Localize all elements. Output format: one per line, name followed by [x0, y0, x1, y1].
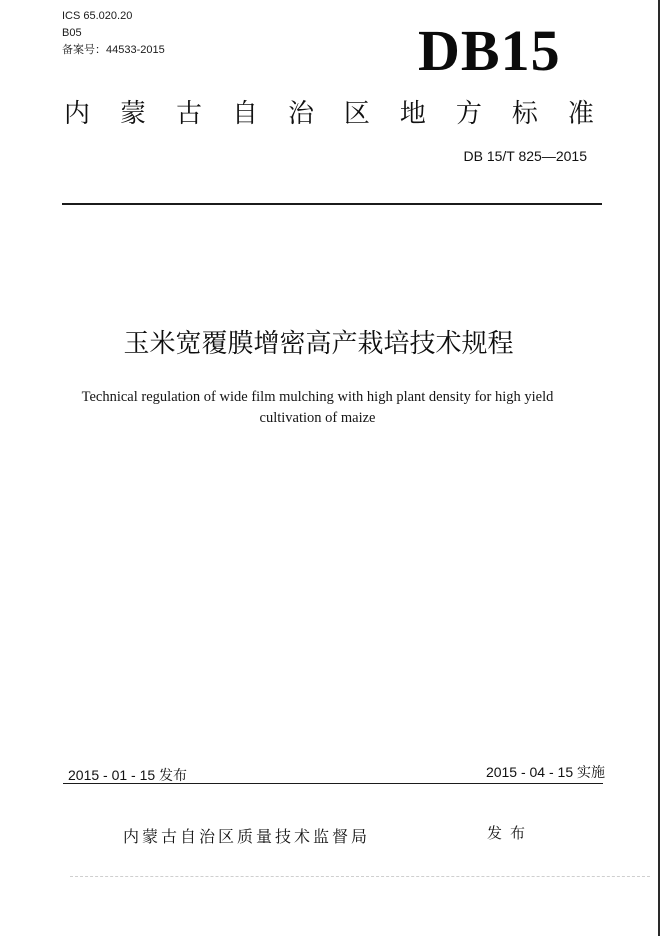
issuing-authority: 内蒙古自治区质量技术监督局	[123, 827, 371, 846]
standard-level-char: 古	[175, 99, 202, 129]
standard-level-char: 内	[64, 99, 91, 129]
db15-logo: DB15	[418, 18, 561, 83]
standard-number: DB 15/T 825—2015	[463, 148, 587, 164]
standard-level-char: 区	[343, 99, 370, 129]
footer-divider	[63, 783, 603, 784]
document-title-english	[40, 387, 595, 429]
standard-level-char: 治	[287, 99, 314, 129]
standard-level-char: 地	[399, 99, 426, 129]
title-english-line-1: Technical regulation of wide film mulching with high plant density for high yield	[81, 389, 554, 405]
title-english-line-2: cultivation of maize	[259, 410, 376, 426]
standard-level-heading	[64, 101, 594, 127]
document-title-chinese: 玉米宽覆膜增密高产栽培技术规程	[123, 329, 514, 359]
implementation-date: 2015 - 04 - 15 实施	[485, 764, 605, 780]
issue-label: 发布	[487, 824, 534, 842]
filing-number: 备案号：44533-2015	[62, 44, 165, 56]
ics-code: ICS 65.020.20	[62, 10, 133, 22]
ccs-code: B05	[62, 27, 82, 39]
release-date: 2015 - 01 - 15 发布	[68, 767, 188, 783]
standard-level-char: 标	[511, 99, 538, 129]
standard-level-char: 准	[567, 99, 594, 129]
standard-level-char: 方	[455, 99, 482, 129]
header-divider	[62, 203, 602, 205]
standard-level-char: 自	[231, 99, 258, 129]
scan-artifact-line	[70, 876, 650, 877]
page-edge	[658, 0, 660, 936]
standard-level-char: 蒙	[119, 99, 146, 129]
